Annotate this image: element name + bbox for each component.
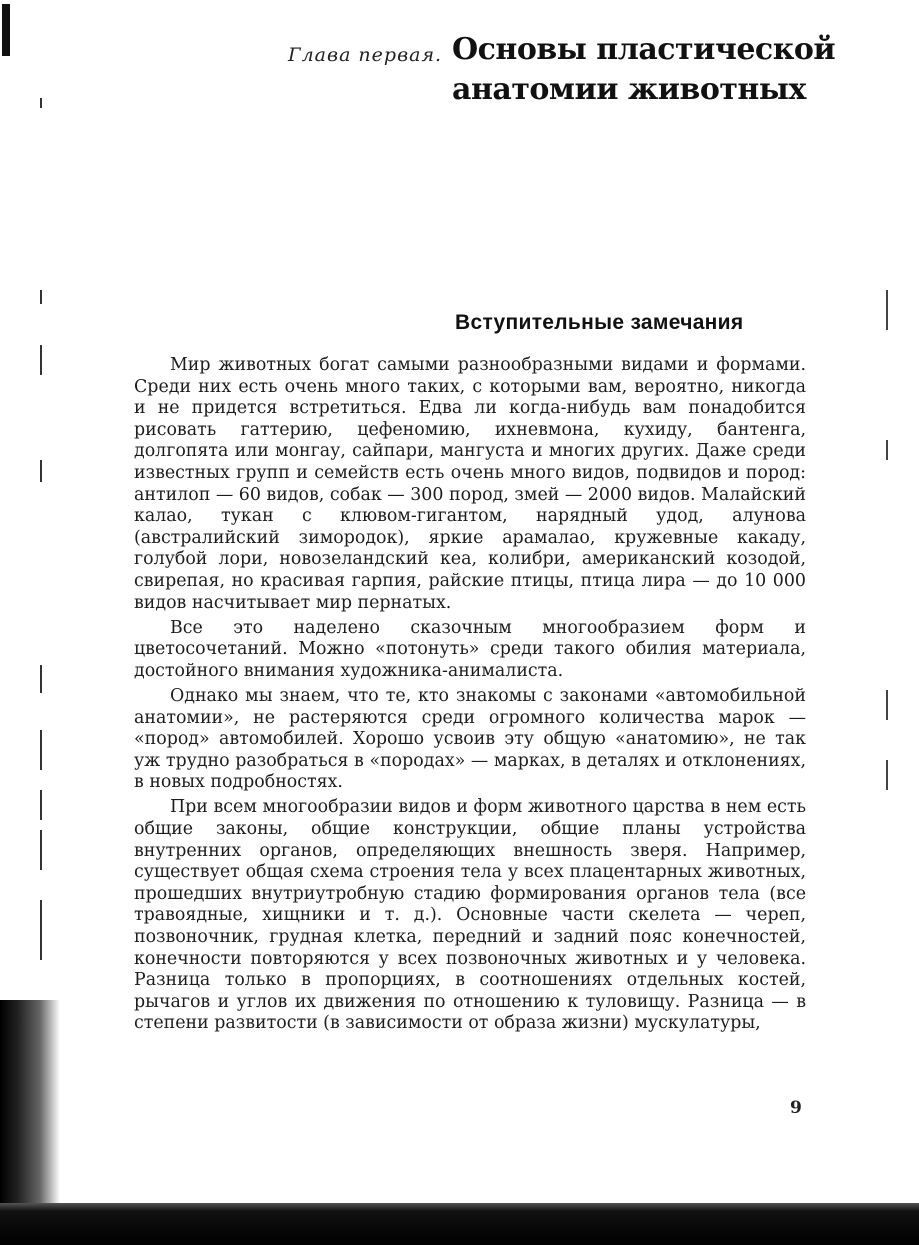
spine-mark <box>2 4 10 56</box>
paragraph: Мир животных богат самыми разнообразными видами и формами. Среди них есть очень много таких, с которыми вам, вероятно, никогда и не придется встретиться. Едва ли когда-нибудь вам понадобится рисовать гаттерию, цефеномию, ихневмона, кухиду, бантенга, долгопята или монгау, сайпари, мангуста и многих других. Даже среди известных групп и семейств есть очень много видов, подвидов и пород: антилоп — 60 видов, собак — 300 пород, змей — 2000 видов. Малайский калао, тукан с клювом-гигантом, нарядный удод, алунова (австралийский зимородок), яркие арамалао, кружевные какаду, голубой лори, новозеландский кеа, колибри, американский козодой, свирепая, но красивая гарпия, райские птицы, птица лира — до 10 000 видов насчитывает мир пернатых. <box>134 355 806 613</box>
margin-mark <box>886 440 888 460</box>
margin-mark <box>886 290 888 330</box>
spine-mark <box>40 290 42 304</box>
spine-mark <box>40 730 42 770</box>
paragraph: Все это наделено сказочным многообразием форм и цветосочетаний. Можно «потонуть» среди такого обилия материала, достойного внимания художника-анималиста. <box>134 617 806 681</box>
section-title: Вступительные замечания <box>455 311 744 334</box>
chapter-title: Основы пластической анатомии животных <box>452 32 836 107</box>
chapter-label: Глава первая. <box>288 44 443 66</box>
spine-mark <box>40 830 42 870</box>
margin-mark <box>886 760 888 790</box>
spine-mark <box>40 98 42 108</box>
spine-mark <box>40 460 42 482</box>
page-number: 9 <box>790 1098 802 1118</box>
scan-shadow-bottom <box>0 1203 919 1245</box>
margin-mark <box>886 690 888 720</box>
spine-mark <box>40 790 42 820</box>
body-text <box>134 355 806 1038</box>
spine-mark <box>40 900 42 960</box>
spine-mark <box>40 665 42 693</box>
paragraph: Однако мы знаем, что те, кто знакомы с законами «автомобильной анатомии», не растеряются среди огромного количества марок — «пород» автомобилей. Хорошо усвоив эту общую «анатомию», не так уж трудно разобраться в «породах» — марках, в деталях и отклонениях, в новых подробностях. <box>134 685 806 793</box>
spine-mark <box>40 345 42 375</box>
paragraph: При всем многообразии видов и форм животного царства в нем есть общие законы, общие конструкции, общие планы устройства внутренних органов, определяющих внешность зверя. Например, существует общая схема строения тела у всех плацентарных животных, прошедших внутриутробную стадию формирования органов тела (все травоядные, хищники и т. д.). Основные части скелета — череп, позвоночник, грудная клетка, передний и задний пояс конечностей, конечности повторяются у всех позвоночных животных и у человека. Разница только в пропорциях, в соотношениях отдельных костей, рычагов и углов их движения по отношению к туловищу. Разница — в степени развитости (в зависимости от образа жизни) мускулатуры, <box>134 797 806 1034</box>
